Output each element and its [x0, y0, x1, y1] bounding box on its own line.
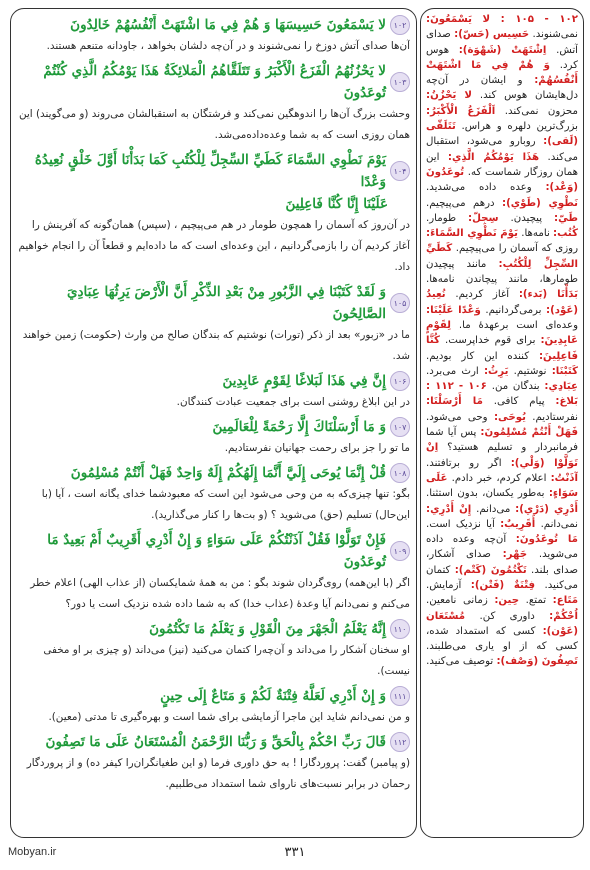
glossary-definition: ارث می‌برد. — [426, 365, 484, 377]
glossary-term: مَا تُوعَدُونَ: — [515, 534, 578, 546]
glossary-definition: و ایشان در آن‌چه دل‌هایشان هوس کند. — [426, 75, 578, 102]
glossary-term: اَلْفَزَعُ الْأَكْبَرُ: — [426, 105, 496, 117]
glossary-term: فَهَلْ أَنْتُمْ مُسْلِمُونَ: — [480, 427, 578, 439]
verses-column — [18, 14, 410, 832]
glossary-definition: کتمان می‌کنید. — [426, 564, 578, 591]
verse-number-badge: ۱۰۹ — [390, 541, 410, 561]
glossary-definition: نمی‌دانم. — [540, 518, 578, 530]
glossary-term: تَكْتُمُونَ (كَتْم): — [454, 564, 527, 576]
glossary-definition: به‌طور یکسان، بدون استثنا. — [426, 488, 549, 500]
glossary-term: طَيّ: — [554, 212, 578, 224]
verse-line — [18, 60, 410, 104]
glossary-term: لِقَوْمٍ عَابِدِينَ: — [426, 319, 578, 347]
verse-block — [18, 416, 410, 459]
verse-arabic-text: إِنَّ فِي هَذَا لَبَلاغًا لِقَوْمٍ عَابِدِينَ — [222, 373, 386, 389]
glossary-definition: وحی می‌شود. — [426, 411, 494, 423]
glossary-definition: روزی که آسمان را می‌پیچیم. — [455, 243, 578, 255]
glossary-definition: نوشتیم. — [513, 365, 552, 377]
verse-number-badge: ۱۰۶ — [390, 371, 410, 391]
verse-block — [18, 60, 410, 146]
verse-block — [18, 149, 410, 278]
verse-block — [18, 281, 410, 367]
verse-arabic-text: فَإِنْ تَوَلَّوْا فَقُلْ آذَنْتُكُمْ عَلَى سَوَاءٍ وَ إِنْ أَدْرِي أَقَرِيبٌ أَمْ بَعِيدٌ مَا تُوعَدُونَ — [47, 532, 386, 570]
glossary-definition: برای قوم خداپرست. — [444, 335, 541, 347]
verse-translation: اگر (با این‌همه) روی‌گردان شوند بگو : من به همهٔ شمایکسان (از عذاب الهی) اعلام خطر می‌کنم و نمی‌دانم آیا وعدهٔ (عذاب خدا) که به شما داده شده نزدیک است یا دور؟ — [30, 577, 410, 610]
glossary-definition: آن‌چه وعده داده می‌شوید. — [426, 534, 578, 561]
verse-block — [18, 462, 410, 526]
glossary-term: بَدَأْنَا (بَدء): — [518, 289, 578, 301]
glossary-term: نَطْوِي (طَوْي): — [502, 197, 578, 209]
glossary-definition: می‌دانم. — [476, 503, 516, 515]
glossary-definition: پیچیدن. — [510, 212, 555, 224]
glossary-term: عِبَادِي: — [544, 381, 578, 393]
glossary-definition: توصیف می‌کنید. — [426, 656, 497, 668]
site-watermark: Mobyan.ir — [8, 846, 57, 858]
verse-arabic-text: قَالَ رَبِّ احْكُمْ بِالْحَقِّ وَ رَبُّنَا الرَّحْمَنُ الْمُسْتَعَانُ عَلَى مَا تَصِفُونَ — [45, 734, 386, 750]
verse-number-badge: ۱۱۱ — [390, 686, 410, 706]
glossary-term: تُوعَدُونَ (وَعْد): — [426, 166, 578, 194]
glossary-term: يُوحَى: — [493, 411, 526, 423]
glossary-term: حِين: — [494, 595, 520, 607]
verse-translation: و من نمی‌دانم شاید این ماجرا آزمایشی برای شما است و بهره‌گیری تا مدتی (معین). — [48, 711, 410, 723]
glossary-definition: طومار. — [426, 212, 469, 224]
verse-line — [18, 416, 410, 438]
glossary-term: كُتُب: — [553, 228, 578, 240]
verse-number-badge: ۱۰۸ — [390, 463, 410, 483]
glossary-term: آذَنْتُ: — [550, 472, 578, 484]
glossary-term: مَا أَرْسَلْنَا: — [426, 396, 483, 408]
glossary-term: تَتَلَقّى (لَقى): — [426, 121, 578, 148]
glossary-term: يَرِثُ: — [483, 365, 509, 377]
verse-line — [18, 529, 410, 573]
verse-line — [18, 14, 410, 36]
verse-number-badge: ۱۱۲ — [390, 732, 410, 752]
verse-translation: ما در «زبور» بعد از ذکر (تورات) نوشتیم که بندگان صالح من وارث (حکومت) زمین خواهند شد. — [22, 329, 410, 362]
glossary-term: إِنْ أَدْرِي: — [426, 503, 472, 515]
glossary-term: جَهْر: — [502, 549, 528, 561]
glossary-definition: صدای آشکار، صدای بلند. — [426, 549, 578, 576]
verse-line — [18, 281, 410, 325]
verse-translation: او سخنان آشکار را می‌داند و آن‌چه‌را کتمان می‌کنید (نیز) می‌داند (و چیزی بر او مخفی نیست). — [43, 644, 410, 677]
glossary-term: سِجِلّ: — [468, 212, 499, 224]
glossary-term: نُعِيدُ (عَوْد): — [426, 289, 578, 316]
glossary-definition: کسی که استمداد شده، کسی که از او یاری می‌طلبند. — [426, 625, 578, 653]
glossary-definition: زمانی نامعین. — [426, 595, 495, 607]
glossary-term: فِتْنَةٌ (فَتْن): — [470, 579, 536, 591]
verse-arabic-text: لا يَسْمَعُونَ حَسِيسَهَا وَ هُمْ فِي مَا اشْتَهَتْ أَنْفُسُهُمْ خَالِدُونَ — [70, 17, 386, 33]
verse-translation: وحشت بزرگ آن‌ها را اندوهگین نمی‌کند و فرشتگان به استقبالشان می‌روند (و می‌گویند) این همان روزی است که به شما وعده‌داده‌می‌شد. — [19, 108, 410, 141]
verse-translation: (و پیامبر) گفت: پروردگارا ! به حق داوری فرما (و این طغیانگران‌را کیفر ده) و از پروردگار رحمان در برابر نسبت‌های ناروای شما استمداد می‌طلبیم. — [26, 757, 410, 790]
glossary-term: ۱۰۶ - ۱۱۲ : بَلاغ: — [426, 381, 578, 408]
glossary-term: وَعْدًا عَلَيْنَا: — [426, 304, 481, 316]
verse-number-badge: ۱۰۴ — [390, 161, 410, 181]
glossary-term: كَطَيِّ السِّجِلِّ لِلْكُتُبِ: — [426, 243, 578, 270]
glossary-term: كُنَّا فَاعِلِينَ: — [426, 335, 578, 362]
glossary-definition: پیام کافی. — [493, 396, 556, 408]
verse-block — [18, 731, 410, 795]
verse-block — [18, 618, 410, 682]
verse-line — [18, 685, 410, 707]
glossary-term: اِشْتَهَتْ (شَهْوَة): — [458, 44, 547, 56]
glossary-definition: برمی‌گردانیم. — [485, 304, 547, 316]
verse-line — [18, 618, 410, 640]
glossary-definition: بندگان من. — [491, 381, 545, 393]
glossary-definition: این همان روزگار شماست که. — [426, 151, 578, 178]
verse-number-badge: ۱۱۰ — [390, 619, 410, 639]
glossary-definition: محزون نمی‌کند. — [504, 105, 578, 117]
glossary-definition: پس آیا شما فرمانبردار و تسلیم هستید؟ — [426, 427, 578, 454]
glossary-definition: هوس کرد. — [426, 44, 578, 71]
verse-number-badge: ۱۰۳ — [390, 72, 410, 92]
glossary-definition: صدای آتش. — [426, 29, 578, 56]
verse-number-badge: ۱۰۲ — [390, 15, 410, 35]
glossary-term: لا يَحْزُنُ: — [426, 90, 472, 102]
glossary-definition: تمتع. — [525, 595, 553, 607]
glossary-definition: وعده داده می‌شدید. — [426, 182, 546, 194]
verse-translation: در آن‌روز که آسمان را همچون طومار در هم می‌پیچیم ، (سپس) همان‌گونه که آفرینش را آغاز کردیم آن را بازمی‌گردانیم ، این وعده‌ای است که ما داده‌ایم و قطعاً آن را انجام خواهیم داد. — [18, 219, 410, 273]
verse-number-badge: ۱۰۷ — [390, 417, 410, 437]
glossary-term: اِنْ تَوَلَّوْا (وَلْي): — [426, 442, 578, 469]
page-number: ۳۳۱ — [284, 845, 306, 860]
glossary-definition: اگر رو برتافتند. — [426, 457, 511, 469]
glossary-term: أَقَرِيبٌ: — [500, 518, 536, 530]
glossary-term: عَلَى سَوَاءٍ: — [426, 472, 578, 500]
verse-arabic-text: وَ لَقَدْ كَتَبْنَا فِي الزَّبُورِ مِنْ بَعْدِ الذِّكْرِ أَنَّ الْأَرْضَ يَرِثُهَا عِبَادِيَ الصَّالِحُونَ — [66, 284, 386, 322]
verse-arabic-text: لا يَحْزُنُهُمُ الْفَزَعُ الْأَكْبَرُ وَ تَتَلَقَّاهُمُ الْمَلائِكَةُ هَذَا يَوْمُكُمُ الَّذِي كُنْتُمْ تُوعَدُونَ — [43, 63, 386, 101]
glossary-column — [426, 12, 578, 832]
verse-line — [18, 149, 410, 193]
verse-block — [18, 370, 410, 413]
verse-translation: ما تو را جز برای رحمت جهانیان نفرستادیم. — [224, 442, 410, 454]
glossary-term: أَدْرِي (دَرْي): — [515, 503, 578, 515]
glossary-definition: داوری کن. — [479, 610, 550, 622]
glossary-definition: اعلام کردم، خبر دادم. — [451, 472, 551, 484]
glossary-term: يَوْمَ نَطْوِي السَّمَاءَ: — [426, 228, 518, 240]
glossary-term: تَصِفُونَ (وَصْف): — [496, 656, 578, 668]
glossary-term: اُحْكُمْ: — [549, 610, 578, 622]
verse-line — [18, 370, 410, 392]
glossary-definition: مانند پیچیدن طومارها، مانند پیچاندن نامه‌ها. — [426, 258, 578, 286]
verse-translation: آن‌ها صدای آتش دوزخ را نمی‌شنوند و در آن‌چه دلشان بخواهد ، جاودانه متنعم هستند. — [46, 40, 410, 52]
glossary-definition: آغاز کردیم. — [455, 289, 519, 301]
glossary-definition: آیا نزدیک است. — [426, 518, 501, 530]
verse-arabic-text: وَ إِنْ أَدْرِي لَعَلَّهُ فِتْنَةٌ لَكُمْ وَ مَتَاعٌ إِلَى حِينٍ — [160, 688, 386, 704]
verse-line — [18, 462, 410, 484]
verse-arabic-text: وَ مَا أَرْسَلْنَاكَ إِلَّا رَحْمَةً لِلْعَالَمِينَ — [212, 419, 386, 435]
glossary-term: مَتَاع: — [552, 595, 578, 607]
verse-block — [18, 14, 410, 57]
glossary-definition: وعده‌ای است برعهدهٔ ما. — [458, 319, 578, 331]
verse-translation: بگو: تنها چیزی‌که به من وحی می‌شود این است که معبودشما خدای یگانه است ، آیا (با این‌حال) تسلیم (حق) می‌شوید ؟ (و بت‌ها را کنار می‌گذارید). — [41, 488, 410, 521]
glossary-term: حَسِيس (حَسّ): — [454, 29, 530, 41]
verse-arabic-text: إِنَّهُ يَعْلَمُ الْجَهْرَ مِنَ الْقَوْلِ وَ يَعْلَمُ مَا تَكْتُمُونَ — [149, 621, 386, 637]
verse-arabic-text: قُلْ إِنَّمَا يُوحَى إِلَيَّ أَنَّمَا إِلَهُكُمْ إِلَهٌ وَاحِدٌ فَهَلْ أَنْتُمْ مُسْلِمُونَ — [70, 465, 386, 481]
glossary-definition: آزمایش. — [426, 579, 471, 591]
glossary-definition: نمی‌شنوند. — [532, 29, 578, 41]
glossary-term: مُسْتَعَان (عَوْن): — [426, 610, 578, 637]
glossary-definition: درهم می‌پیچیم. — [426, 197, 503, 209]
glossary-definition: نفرستادیم. — [532, 411, 578, 423]
glossary-term: كَتَبْنَا: — [551, 365, 578, 377]
glossary-definition: روبارو می‌شود، استقبال می‌کند. — [426, 136, 578, 163]
verse-arabic-continuation: عَلَيْنَا إِنَّا كُنَّا فَاعِلِينَ — [285, 196, 388, 212]
glossary-definition: نامه‌ها. — [521, 228, 554, 240]
verse-block — [18, 529, 410, 615]
verse-number-badge: ۱۰۵ — [390, 293, 410, 313]
glossary-definition: بزرگ‌ترین دلهره و هراس. — [461, 121, 578, 133]
verse-arabic-text: يَوْمَ نَطْوِي السَّمَاءَ كَطَيِّ السِّجِلِّ لِلْكُتُبِ كَمَا بَدَأْنَا أَوَّلَ خَلْقٍ نُعِيدُهُ وَعْدًا — [34, 152, 386, 190]
glossary-term: ۱۰۲ - ۱۰۵ : لا يَسْمَعُونَ: — [426, 14, 578, 25]
verse-translation: در این ابلاغ روشنی است برای جمعیت عبادت کنندگان. — [176, 396, 410, 408]
glossary-definition: کننده این کار بودیم. — [426, 350, 539, 362]
glossary-term: هَذَا يَوْمُكُمُ الَّذِي: — [447, 151, 540, 163]
verse-line — [18, 731, 410, 753]
glossary-term: وَ هُمْ فِي مَا اشْتَهَتْ أَنْفُسُهُمْ: — [426, 59, 578, 87]
verse-block — [18, 685, 410, 728]
